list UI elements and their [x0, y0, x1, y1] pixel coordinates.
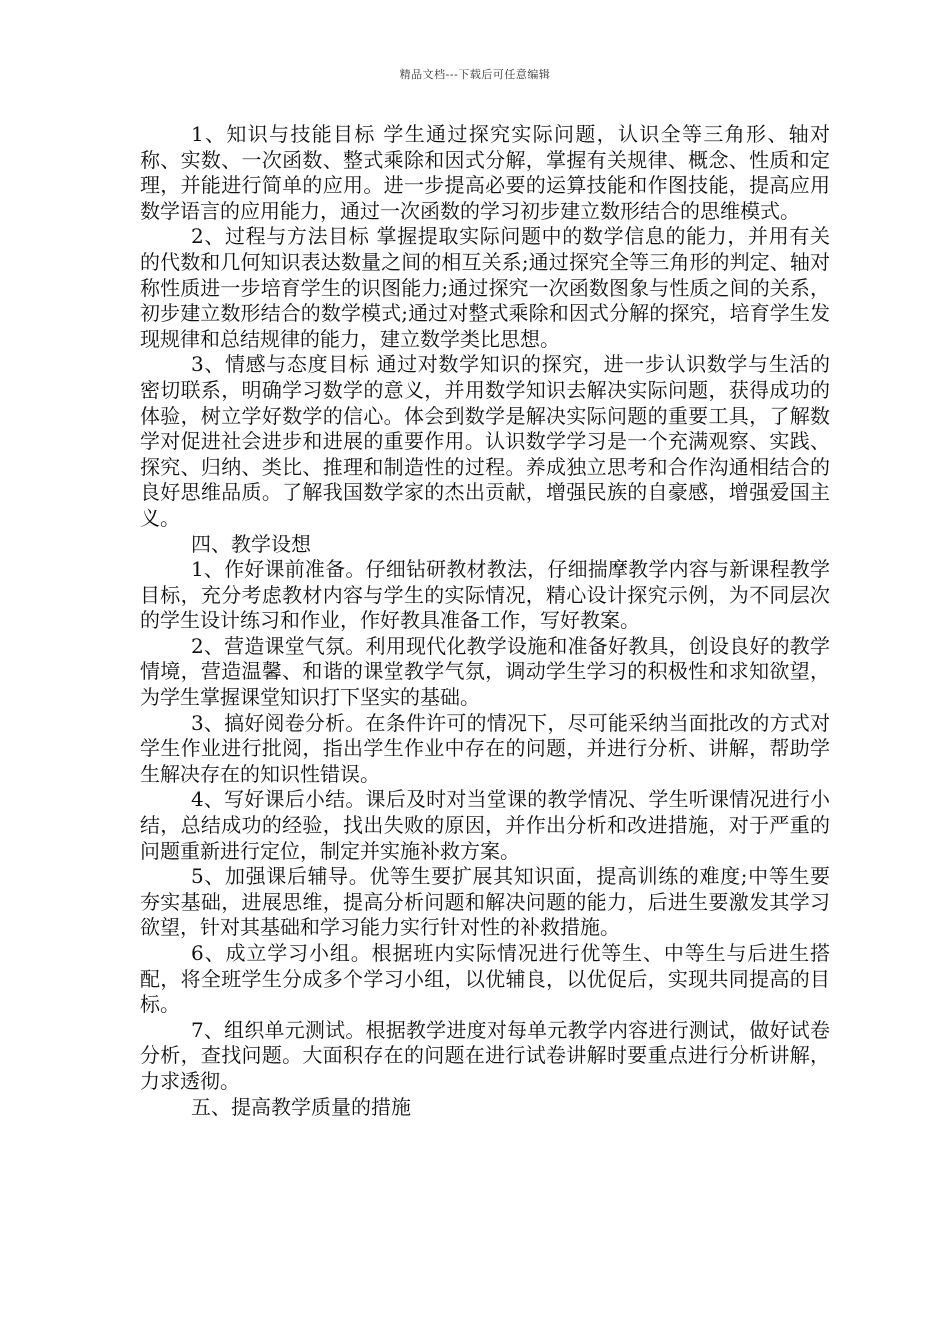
paragraph-after-class-summary: 4、写好课后小结。课后及时对当堂课的教学情况、学生听课情况进行小结，总结成功的经验，找出失败的原因，并作出分析和改进措施，对于严重的问题重新进行定位，制定并实施补救方案。 — [140, 787, 830, 863]
paragraph-marking-analysis: 3、搞好阅卷分析。在条件许可的情况下，尽可能采纳当面批改的方式对学生作业进行批阅，指出学生作业中存在的问题，并进行分析、讲解，帮助学生解决存在的知识性错误。 — [140, 710, 830, 786]
page-header: 精品文档---下载后可任意编辑 — [399, 68, 551, 81]
document-body — [140, 122, 830, 1120]
paragraph-process-method-goal: 2、过程与方法目标 掌握提取实际问题中的数学信息的能力，并用有关的代数和几何知识表达数量之间的相互关系;通过探究全等三角形的判定、轴对称性质进一步培育学生的识图能力;通过探究一次函数图象与性质之间的关系，初步建立数形结合的数学模式;通过对整式乘除和因式分解的探究，培育学生发现规律和总结规律的能力，建立数学类比思想。 — [140, 224, 830, 351]
paragraph-study-groups: 6、成立学习小组。根据班内实际情况进行优等生、中等生与后进生搭配，将全班学生分成多个学习小组，以优辅良，以优促后，实现共同提高的目标。 — [140, 941, 830, 1017]
section-heading-teaching-ideas: 四、教学设想 — [191, 531, 311, 556]
paragraph-classroom-atmosphere: 2、营造课堂气氛。利用现代化教学设施和准备好教具，创设良好的教学情境，营造温馨、和谐的课堂教学气氛，调动学生学习的积极性和求知欲望，为学生掌握课堂知识打下坚实的基础。 — [140, 633, 830, 710]
paragraph-emotion-attitude-goal: 3、情感与态度目标 通过对数学知识的探究，进一步认识数学与生活的密切联系，明确学习数学的意义，并用数学知识去解决实际问题，获得成功的体验，树立学好数学的信心。体会到数学是解决实际问题的重要工具，了解数学对促进社会进步和进展的重要作用。认识数学学习是一个充满观察、实践、探究、归纳、类比、推理和制造性的过程。养成独立思考和合作沟通相结合的良好思维品质。了解我国数学家的杰出贡献，增强民族的自豪感，增强爱国主义。 — [140, 352, 830, 530]
paragraph-knowledge-skill-goal: 1、知识与技能目标 学生通过探究实际问题，认识全等三角形、轴对称、实数、一次函数、整式乘除和因式分解，掌握有关规律、概念、性质和定理，并能进行简单的应用。进一步提高必要的运算技能和作图技能，提高应用数学语言的应用能力，通过一次函数的学习初步建立数形结合的思维模式。 — [140, 122, 830, 223]
paragraph-after-class-tutoring: 5、加强课后辅导。优等生要扩展其知识面，提高训练的难度;中等生要夯实基础，进展思维，提高分析问题和解决问题的能力，后进生要激发其学习欲望，针对其基础和学习能力实行针对性的补救措施。 — [140, 864, 830, 940]
paragraph-unit-tests: 7、组织单元测试。根据教学进度对每单元教学内容进行测试，做好试卷分析，查找问题。大面积存在的问题在进行试卷讲解时要重点进行分析讲解，力求透彻。 — [140, 1017, 830, 1093]
paragraph-lesson-preparation: 1、作好课前准备。仔细钻研教材教法，仔细揣摩教学内容与新课程教学目标，充分考虑教材内容与学生的实际情况，精心设计探究示例，为不同层次的学生设计练习和作业，作好教具准备工作，写好教案。 — [140, 557, 830, 633]
section-heading-quality-measures: 五、提高教学质量的措施 — [191, 1094, 411, 1119]
